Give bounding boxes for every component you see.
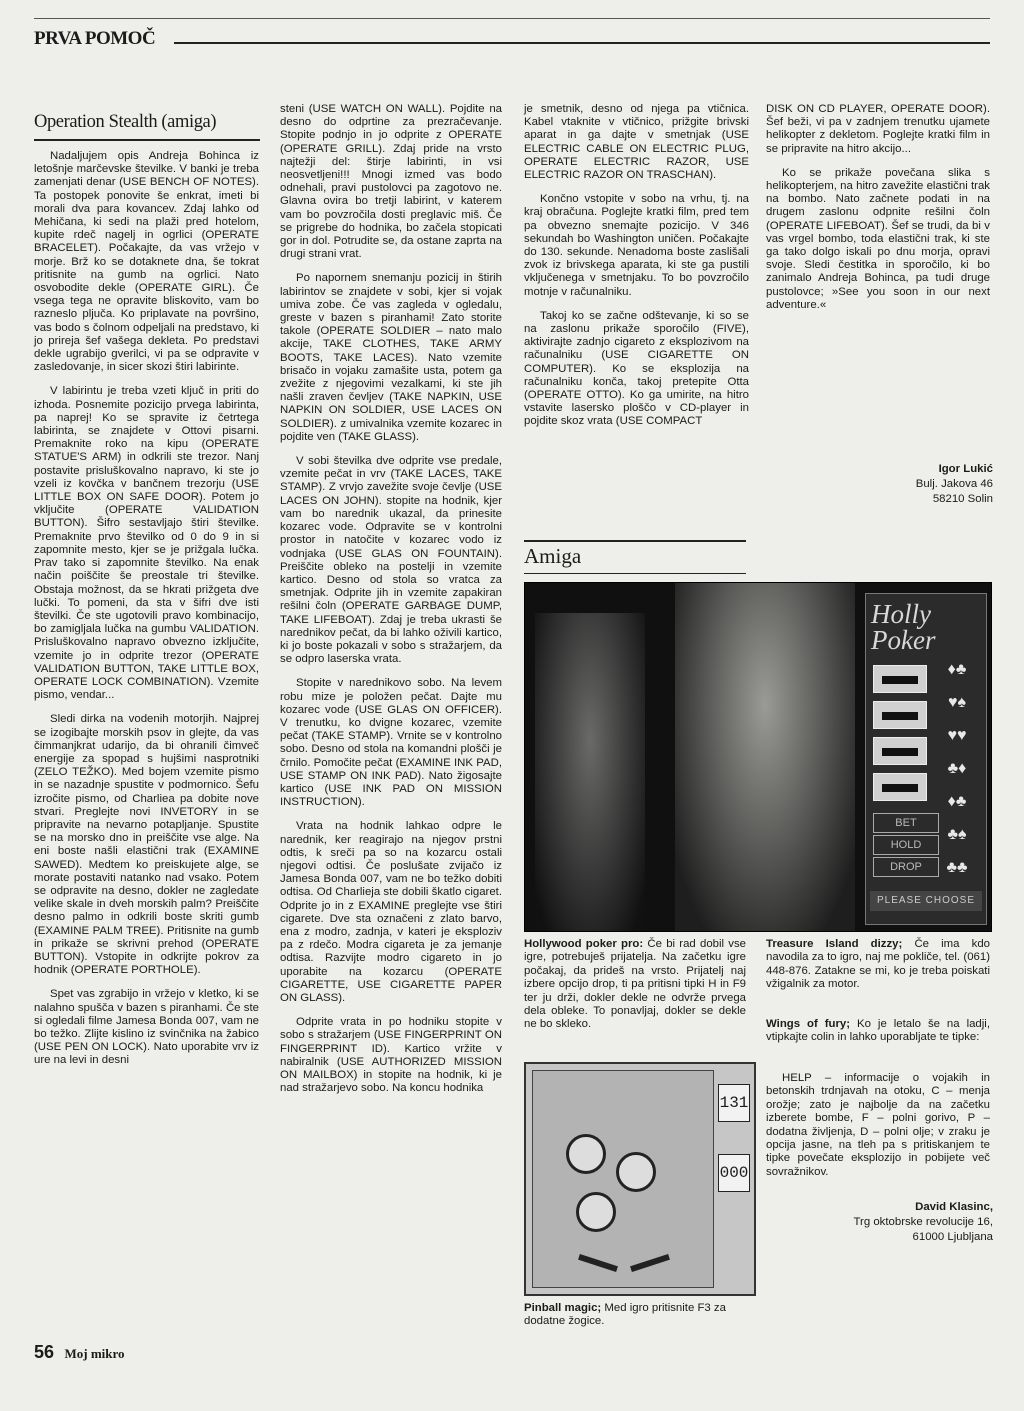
caption-text: Ko je letalo še na ladji, vtipkajte colin in lahko uporabljate te tipke:: [766, 1018, 990, 1044]
author-name: Igor Lukić: [938, 463, 993, 475]
magazine-name: Moj mikro: [64, 1346, 125, 1361]
paragraph: Stopite v narednikovo sobo. Na levem robu mize je položen pečat. Dajte mu kozarec vode (USE GLAS ON OFFICER). V trenutku, ko dvigne kozarec, vzemite pečat (TAKE STAMP). Vrnite se v kontrolno sobo. Desno od stola na komandni plošči je črnilo. Pomočite pečat (EXAMINE INK PAD, USE STAMP ON INK PAD). Nato žigosajte kartico (USE INK PAD ON MISSION INSTRUCTION).: [280, 677, 502, 809]
paragraph: Končno vstopite v sobo na vrhu, tj. na kraj obračuna. Poglejte kratki film, pred tem pa obvezno snemajte pozicijo. V 346 sekundah bo Washington uničen. Počakajte do 130. sekunde. Nenadoma boste zaslišali zvok iz brivskega aparata, ki ste ga pustili vključenega v smetnjaku. To bo povzročilo motnje v računalniku.: [524, 193, 749, 298]
bumper-icon: [576, 1192, 616, 1232]
bet-slot: [873, 701, 927, 729]
author-street: Bulj. Jakova 46: [915, 478, 993, 490]
author-city: 58210 Solin: [932, 493, 993, 505]
page-footer: [34, 1342, 125, 1363]
caption-title: Hollywood poker pro:: [524, 938, 644, 950]
pinball-caption: [524, 1302, 752, 1329]
paragraph: je smetnik, desno od njega pa vtičnica. Kabel vtaknite v vtičnico, prižgite brivski aparat in ga dajte v smetnjak (USE ELECTRIC CABLE ON ELECTRIC PLUG, OPERATE ELECTRIC RAZOR, USE ELECTRIC RAZOR ON TRASCHAN).: [524, 103, 749, 182]
column-4: [766, 103, 990, 323]
card-suits-icon: ♦♣ ♥♠ ♥♥ ♣♦ ♦♣ ♣♠ ♣♣: [946, 661, 968, 876]
slot: [873, 737, 927, 765]
drop-button: DROP: [873, 857, 939, 877]
hollywood-caption: [524, 938, 746, 1032]
caption-text: Če bi rad dobil vse igre, potrebuješ prijatelja. Na začetku igre počakaj, da prideš na vrsto. Prijatelj naj izbere opcijo drop, ti pa pritisni tipki H in F9 ter ju drži, dokler dekle ne odvrže prvega dela obleke. To ponavljaj, dokler se dekle ne bo skleko.: [524, 938, 746, 1031]
header-rule: [174, 42, 990, 44]
author2-signature: [780, 1200, 993, 1245]
top-rule: [34, 18, 990, 19]
paragraph: Spet vas zgrabijo in vržejo v kletko, ki se nalahno spušča v bazen s piranhami. Če ste si ogledali filme Jamesa Bonda 007, vam ne bo težko. Zlijte kislino iz svinčnika na žabico (USE PEN ON LOCK). Nato uporabite vrv iz ure na levi in desni: [34, 988, 259, 1067]
hold-button: HOLD: [873, 835, 939, 855]
bumper-icon: [616, 1152, 656, 1192]
poker-girl-figure: [675, 583, 855, 931]
paragraph: steni (USE WATCH ON WALL). Pojdite na desno do odprtine za prezračevanje. Stopite podnjo in jo odprite z OPERATE (OPERATE GRILL). Zdaj pride na vrsto najtežji del: štirje labirinti, in vsi neosvetljeni!!! Mnogi izmed vas bodo odnehali, pravi pustolovci pa zagotovo ne. Glavna ovira bo tretji labirint, v katerem vam bo povzročila dosti preglavic miš. Če se prigrebe do hodnika, bo začela stopicati gor in dol. Potrudite se, da ostane zaprta na drugi strani vrat.: [280, 103, 502, 261]
caption-title: Treasure Island dizzy;: [766, 938, 903, 950]
page-number: 56: [34, 1342, 55, 1362]
column-3: [524, 103, 749, 440]
mirror-figure: [535, 613, 645, 931]
section-title: PRVA POMOČ: [34, 28, 156, 49]
score-display: 131: [718, 1084, 750, 1122]
column-2: [280, 103, 502, 1106]
bumper-icon: [566, 1134, 606, 1174]
article-title: Operation Stealth (amiga): [34, 112, 260, 141]
paragraph: Ko se prikaže povečana slika s helikopterjem, na hitro zavežite elastični trak na bombo. Nato začnete podati in na drugem zaslonu odpnite rešilni čoln (OPERATE LIFEBOAT). Šef se trudi, da bi v vas vrgel bombo, toda elastični trak, ki ste ga tako dolgo iskali po dnu morja, opravi svoje. Sledi čestitka in sporočilo, ki bo zanimalo Andreja Bohinca, pa tudi druge pustolovce; »See you soon in our next adventure.«: [766, 166, 990, 311]
score-display: 000: [718, 1154, 750, 1192]
author2-name: David Klasinc,: [915, 1201, 993, 1213]
bet-button: BET: [873, 813, 939, 833]
paragraph: DISK ON CD PLAYER, OPERATE DOOR). Šef beži, vi pa v zadnjem trenutku ujamete helikopter z dekletom. Poglejte kratki film in se pripravite na hitro akcijo...: [766, 103, 990, 155]
paragraph: Nadaljujem opis Andreja Bohinca iz letošnje marčevske številke. V banki je treba zamenjati denar (USE BENCH OF NOTES). Ta postopek ponovite še enkrat, imeti bi morali dva para kovancev. Zdaj lahko od Mehičana, ki sedi na plaži pred hotelom, kupite rdeč nagelj in ogrlici (OPERATE BRACELET). Počakajte, da vas vržejo v morje. Brž ko se dotaknete dna, še tokrat pritisnite na gumb na ogrlici. Nato osvobodite dekle (OPERATE GIRL). Če vsega tega ne opravite bliskovito, vam bo razneslo pljuča. Ko priplavate na površino, vas bodo s čolnom odpeljali na predstavo, ki jo prireja šef vašega dekleta. Po predstavi dekle ugrabijo gverilci, vi pa se odpravite v zasledovanje, in sicer skozi štiri labirinte.: [34, 150, 259, 374]
paragraph: Vrata na hodnik lahkao odpre le narednik, ker reagirajo na njegov prstni odtis, k sreči pa so na kozarcu ostali njegovi odtisi. Če poslušate zvijačo iz Jamesa Bonda 007, vam ne bo težko dobiti odtisa. Od Charlieja ste dobili škatlo cigaret. Odprite jo in z EXAMINE preglejte vse štiri cigarete. Dve sta označeni z zlato barvo, ena z modro, zadnja, v kateri je eksploziv pa z rdečo. Modra cigareta je za jemanje odtisa. Razvijte modro cigareto in jo uporabite na kozarcu (OPERATE CIGARETTE, USE CIGARETTE PAPER ON GLASS).: [280, 820, 502, 1004]
caption-title: Pinball magic;: [524, 1302, 602, 1314]
amiga-section-heading: Amiga: [524, 540, 746, 574]
hollywood-poker-screenshot: [524, 582, 992, 932]
pinball-magic-screenshot: [524, 1062, 756, 1296]
paragraph: Po napornem snemanju pozicij in štirih labirintov se znajdete v sobi, kjer si vojak umiva zobe. Če vas zagleda v ogledalu, greste v bazen s piranhami! Zato storite takole (OPERATE SOLDIER – nato malo akcije, TAKE CLOTHES, TAKE ARMY BOOTS, TAKE LACES). Nato vzemite brisačo in vojaku zamašite usta, potem ga zvežite z njegovimi vezalkami, ki ste jih našli zraven čevljev (TAKE NAPKIN, USE NAPKIN ON SOLDIER, USE LACES ON SOLDIER). z umivalnika vzemite kozarec in pojdite ven (TAKE GLASS).: [280, 272, 502, 443]
author2-city: 61000 Ljubljana: [912, 1231, 993, 1243]
caption-text: Med igro pritisnite F3 za dodatne žogice.: [524, 1302, 726, 1328]
wings-caption: [766, 1018, 990, 1045]
treasure-caption: [766, 938, 990, 992]
paragraph: Odprite vrata in po hodniku stopite v sobo s stražarjem (USE FINGERPRINT ON FINGERPRINT ID). Kartico vržite v nabiralnik (USE AUTHORIZED MISSION ON MAILBOX) in stopite na hodnik, ki je nad stražarjevo sobo. Na koncu hodnika: [280, 1016, 502, 1095]
paragraph: V sobi številka dve odprite vse predale, vzemite pečat in vrv (TAKE LACES, TAKE STAMP). Z vrvjo zavežite svoje čevlje (USE LACES ON JOHN). stopite na hodnik, kjer vam bo narednik ukazal, da prinesite kozarec vode. Odpravite se v kontrolni prostor in natočite v kozarec vodo iz vodnjaka (USE GLAS ON FOUNTAIN). Preiščite obleko na postelji in vzemite kartico. Desno od stola so vratca za smetnjak. Odprite jih in vzemite zapakiran rešilni čoln (OPERATE GARBAGE DUMP, TAKE LIFEBOAT). Zdaj je treba ukrasti še narednikov pečat, da bi lahko oživili kartico, ki jo boste pokazali v sobo s stražarjem, da se odpro laserska vrata.: [280, 455, 502, 666]
help-keys-text: HELP – informacije o vojakih in betonskih trdnjavah na otoku, C – menja orožje; zato je najbolje da na začetku izberete bombe, F – polni gorivo, P – dodatna življenja, D – polni olje; v zraku je opcija jasne, na tleh pa s pritiskanjem te tipke povečate eksplozijo in pobijete več sovražnikov.: [766, 1072, 990, 1178]
paragraph: V labirintu je treba vzeti ključ in priti do izhoda. Posnemite pozicijo prvega labirinta, pa naprej! Ko se spravite iz četrtega labirinta, se znajdete v Ottovi pisarni. Premaknite roko na kipu (OPERATE STATUE'S ARM) in odkrili ste trezor. Nanj postavite prisluškovalno napravo, ki ste jo vzeli iz kovčka v bančnem trezorju (USE LITTLE BOX ON SAFE DOOR). Potem jo vključite (OPERATE VALIDATION BUTTON). Šifro sestavljajo štiri številke. Premaknite prvo številko od 0 do 9 in si zapomnite mesto, kjer se je prižgala lučka. Prav tako si zapomnite številko. Na enak način poiščite še preostale tri številke. Obstaja možnost, da se hkrati prižgeta dve lučki. To pomeni, da sta v šifri dve isti številki. Če ste ugotovili pravo kombinacijo, bo zamigljala lučka na gumbu VALIDATION. Prisluškovalno napravo obvezno izključite, vzemite jo in odprite trezor (OPERATE VALIDATION BUTTON, TAKE LITTLE BOX, OPERATE LOCK COMBINATION). Vzemite pismo, vendar...: [34, 385, 259, 702]
caption-text: Če ima kdo navodila za to igro, naj me pokliče, tel. (061) 448-876. Zatakne se mi, ko je treba poiskati vžigalnik za motor.: [766, 938, 990, 991]
column-1: [34, 150, 259, 1079]
author2-street: Trg oktobrske revolucije 16,: [853, 1216, 993, 1228]
me-slot: [873, 773, 927, 801]
section-header: [34, 26, 990, 50]
please-choose-message: PLEASE CHOOSE: [870, 891, 982, 911]
paragraph: Takoj ko se začne odštevanje, ki so se na zaslonu prikaže sporočilo (FIVE), aktivirajte zadnjo cigareto z eksplozivom na računalniku (USE CIGARETTE ON COMPUTER). Ko se eksplozija na računalniku konča, takoj pretepite Otta (OPERATE OTTO). Ko ga umirite, na hitro vstavite lasersko ploščo v CD-player in pojdite skoz vrata (USE COMPACT: [524, 309, 749, 428]
author-signature: [820, 462, 993, 507]
caption-title: Wings of fury;: [766, 1018, 851, 1030]
game-logo: Holly Poker: [871, 599, 936, 655]
paragraph: Sledi dirka na vodenih motorjih. Najprej se izogibajte morskih psov in glejte, da vas čimmanjkrat udarijo, da bi ohranili čimveč energije za spopad s hujšimi nasprotniki (ZELO TEŽKO). Med bojem vzemite pismo in se nazadnje spustite v podmornico. Šefu izročite pismo, od Charliea pa dobite nove stvari. Preglejte novi INVETORY in se pripravite na nevarno potapljanje. Spustite se na morsko dno in preiščite vse alge. Na eni boste našli elastični trak (EXAMINE SAWED). Medtem ko preiskujete alge, se morate postaviti natanko nad vsako. Potem se odpravite na desno, dokler ne zagledate velike skale in dveh morskih palm? Preiščite desno palmo in odkrili boste skriti gumb (EXAMINE PALM TREE). Pritisnite na gumb in prikaže se skrivni prehod (OPERATE BUTTON). Vstopite in odkrijte pokrov za hodnik (OPERATE PORTHOLE).: [34, 713, 259, 977]
pot-slot: [873, 665, 927, 693]
